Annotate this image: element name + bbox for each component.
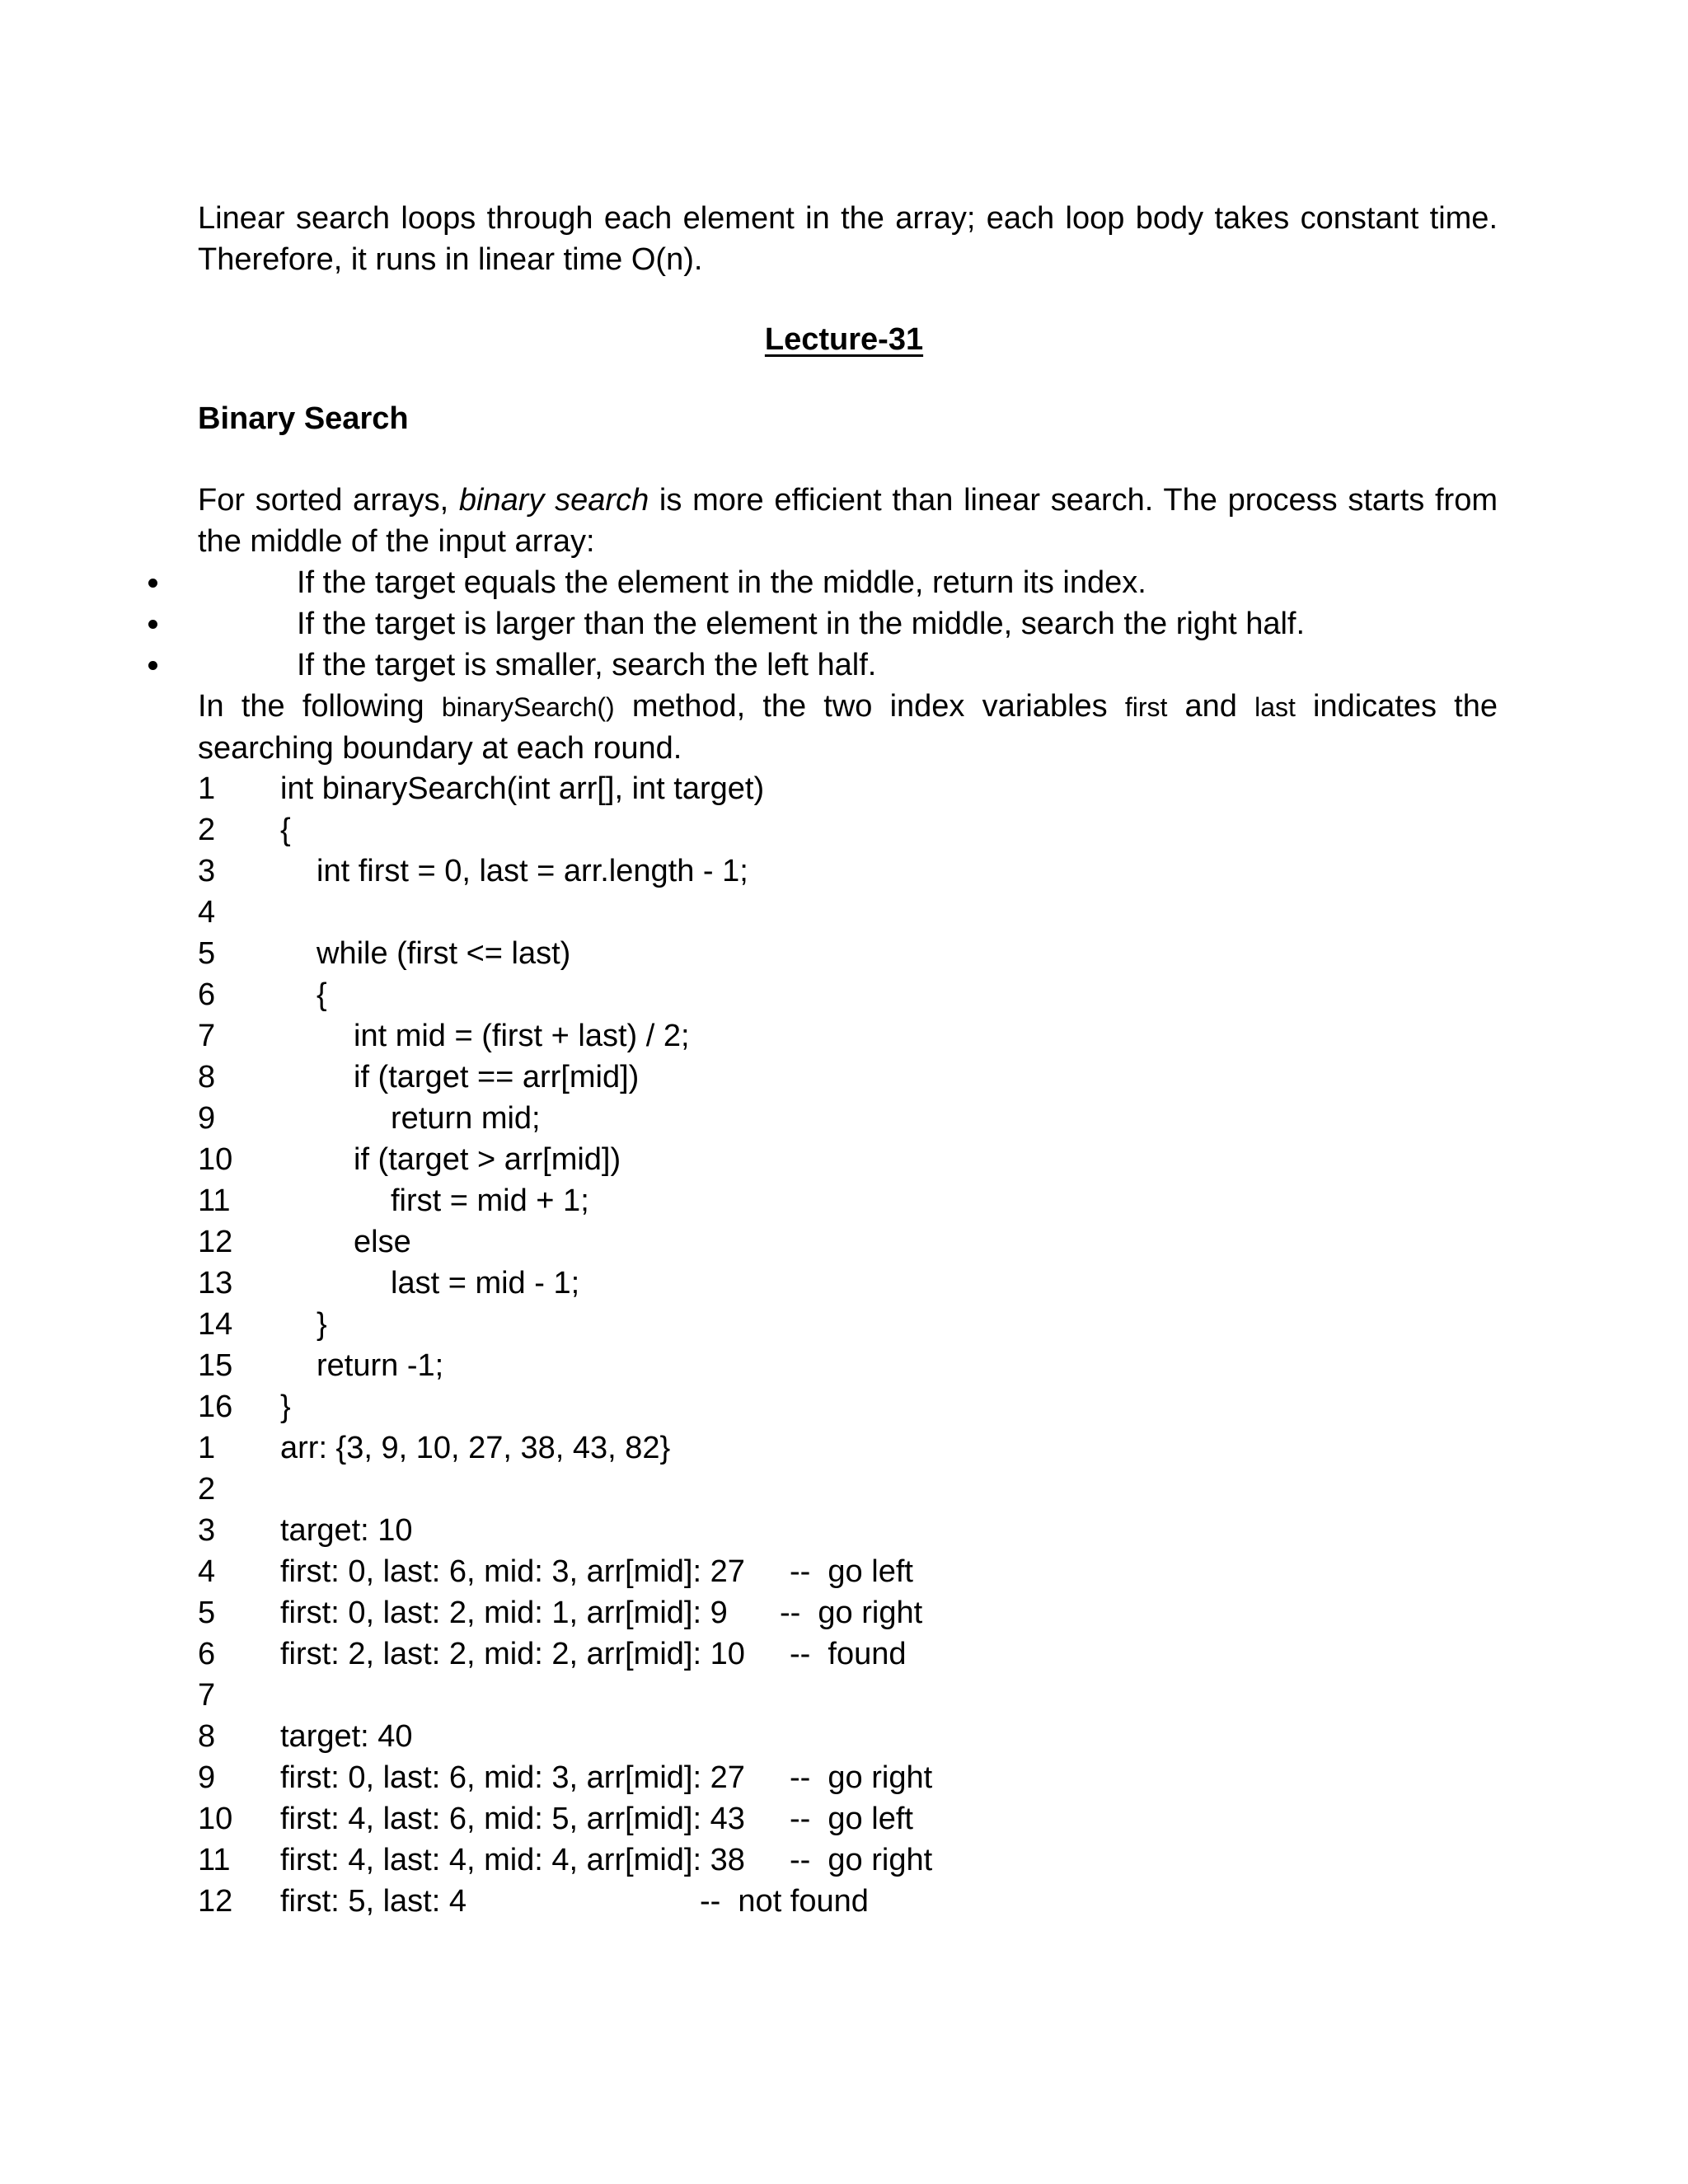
line-number: 9	[198, 1760, 216, 1795]
line-number: 10	[198, 1802, 233, 1836]
bullet-item	[0, 644, 1688, 686]
trace-text: first: 2, last: 2, mid: 2, arr[mid]: 10	[280, 1637, 745, 1671]
trace-text: target: 10	[280, 1513, 413, 1548]
para2-text-1: In the following	[198, 689, 442, 724]
code-text: last = mid - 1;	[391, 1266, 580, 1301]
line-number: 8	[198, 1060, 216, 1094]
code-text: else	[354, 1225, 411, 1259]
code-line	[198, 1057, 1517, 1098]
trace-line	[198, 1840, 1517, 1881]
line-number: 7	[198, 1678, 216, 1713]
trace-line	[198, 1633, 1517, 1675]
line-number: 3	[198, 854, 216, 888]
trace-line	[198, 1675, 1517, 1716]
intro-paragraph: Linear search loops through each element in the array; each loop body takes constant time. Therefore, it runs in linear time O(n).	[198, 201, 1498, 277]
bullet-dot-icon	[148, 620, 157, 629]
bullet-text: If the target is smaller, search the left half.	[297, 648, 877, 682]
bullet-dot-icon	[148, 579, 157, 588]
code-line	[198, 1304, 1517, 1345]
line-number: 5	[198, 936, 216, 971]
code-line	[198, 1221, 1517, 1263]
trace-text: first: 4, last: 6, mid: 5, arr[mid]: 43	[280, 1802, 745, 1836]
trace-line	[198, 1427, 1517, 1469]
line-number: 2	[198, 1472, 216, 1507]
lecture-title: Lecture-31	[764, 322, 924, 357]
bullet-dot-icon	[148, 661, 157, 670]
trace-text: first: 0, last: 2, mid: 1, arr[mid]: 9	[280, 1596, 728, 1630]
line-number: 12	[198, 1225, 233, 1259]
intro-binary-search-paragraph	[198, 480, 1498, 562]
line-number: 6	[198, 977, 216, 1012]
para1-text-before: For sorted arrays,	[198, 483, 459, 518]
section-heading: Binary Search	[198, 401, 409, 436]
trace-text: first: 5, last: 4	[280, 1884, 467, 1919]
code-line	[198, 1139, 1517, 1180]
method-description-paragraph	[198, 686, 1498, 769]
binary-search-term: binary search	[458, 483, 649, 518]
trace-text: first: 0, last: 6, mid: 3, arr[mid]: 27	[280, 1760, 745, 1795]
bullet-text: If the target is larger than the element in the middle, search the right half.	[297, 607, 1306, 641]
line-number: 13	[198, 1266, 233, 1301]
line-number: 9	[198, 1101, 216, 1136]
trace-text: arr: {3, 9, 10, 27, 38, 43, 82}	[280, 1431, 671, 1465]
trace-note: -- go left	[790, 1802, 913, 1836]
code-line	[198, 974, 1517, 1015]
code-text: return mid;	[391, 1101, 541, 1136]
line-number: 1	[198, 771, 216, 806]
para2-text-4: indicates the searching boundary at each round.	[198, 689, 1498, 766]
code-text: {	[280, 813, 291, 847]
variable-last: last	[1254, 692, 1296, 722]
trace-note: -- go right	[780, 1596, 923, 1630]
bullet-item	[0, 562, 1688, 603]
para1-text-after: is more efficient than linear search. The process starts from the middle of the input array:	[198, 483, 1498, 559]
trace-line	[198, 1881, 1517, 1922]
trace-line	[198, 1551, 1517, 1592]
code-text: while (first <= last)	[316, 936, 571, 971]
line-number: 3	[198, 1513, 216, 1548]
line-number: 16	[198, 1390, 233, 1424]
code-text: return -1;	[316, 1348, 444, 1383]
code-line	[198, 1345, 1517, 1386]
trace-text: target: 40	[280, 1719, 413, 1754]
trace-line	[198, 1798, 1517, 1840]
para2-text-3: and	[1167, 689, 1255, 724]
code-line	[198, 768, 1517, 809]
rules-bullet-list	[0, 562, 1688, 686]
code-line	[198, 933, 1517, 974]
line-number: 7	[198, 1019, 216, 1053]
method-name: binarySearch()	[441, 692, 615, 722]
trace-note: -- found	[790, 1637, 907, 1671]
code-line	[198, 1098, 1517, 1139]
trace-text: first: 4, last: 4, mid: 4, arr[mid]: 38	[280, 1843, 745, 1877]
bullet-item	[0, 603, 1688, 644]
line-number: 2	[198, 813, 216, 847]
code-text: int binarySearch(int arr[], int target)	[280, 771, 765, 806]
line-number: 10	[198, 1142, 233, 1177]
trace-line	[198, 1757, 1517, 1798]
para2-text-2: method, the two index variables	[614, 689, 1125, 724]
line-number: 1	[198, 1431, 216, 1465]
trace-line	[198, 1469, 1517, 1510]
code-line	[198, 892, 1517, 933]
trace-note: -- go right	[790, 1843, 933, 1877]
line-number: 8	[198, 1719, 216, 1754]
code-line	[198, 851, 1517, 892]
code-and-trace-listing	[198, 768, 1517, 1922]
line-number: 4	[198, 895, 216, 930]
trace-line	[198, 1592, 1517, 1633]
line-number: 4	[198, 1554, 216, 1589]
code-text: first = mid + 1;	[391, 1183, 589, 1218]
code-text: if (target > arr[mid])	[354, 1142, 621, 1177]
variable-first: first	[1124, 692, 1168, 722]
code-text: if (target == arr[mid])	[354, 1060, 640, 1094]
line-number: 11	[198, 1843, 231, 1877]
trace-text: first: 0, last: 6, mid: 3, arr[mid]: 27	[280, 1554, 745, 1589]
trace-line	[198, 1716, 1517, 1757]
code-text: }	[316, 1307, 327, 1342]
code-line	[198, 1015, 1517, 1057]
line-number: 15	[198, 1348, 233, 1383]
trace-note: -- go left	[790, 1554, 913, 1589]
code-text: {	[316, 977, 327, 1012]
trace-note: -- go right	[790, 1760, 933, 1795]
code-text: int first = 0, last = arr.length - 1;	[316, 854, 748, 888]
code-line	[198, 1386, 1517, 1427]
bullet-text: If the target equals the element in the middle, return its index.	[297, 565, 1146, 600]
code-line	[198, 809, 1517, 851]
code-text: int mid = (first + last) / 2;	[354, 1019, 690, 1053]
line-number: 14	[198, 1307, 233, 1342]
code-line	[198, 1180, 1517, 1221]
line-number: 12	[198, 1884, 233, 1919]
line-number: 11	[198, 1183, 231, 1218]
code-text: }	[280, 1390, 291, 1424]
trace-line	[198, 1510, 1517, 1551]
line-number: 5	[198, 1596, 216, 1630]
line-number: 6	[198, 1637, 216, 1671]
trace-note: -- not found	[700, 1884, 869, 1919]
code-line	[198, 1263, 1517, 1304]
